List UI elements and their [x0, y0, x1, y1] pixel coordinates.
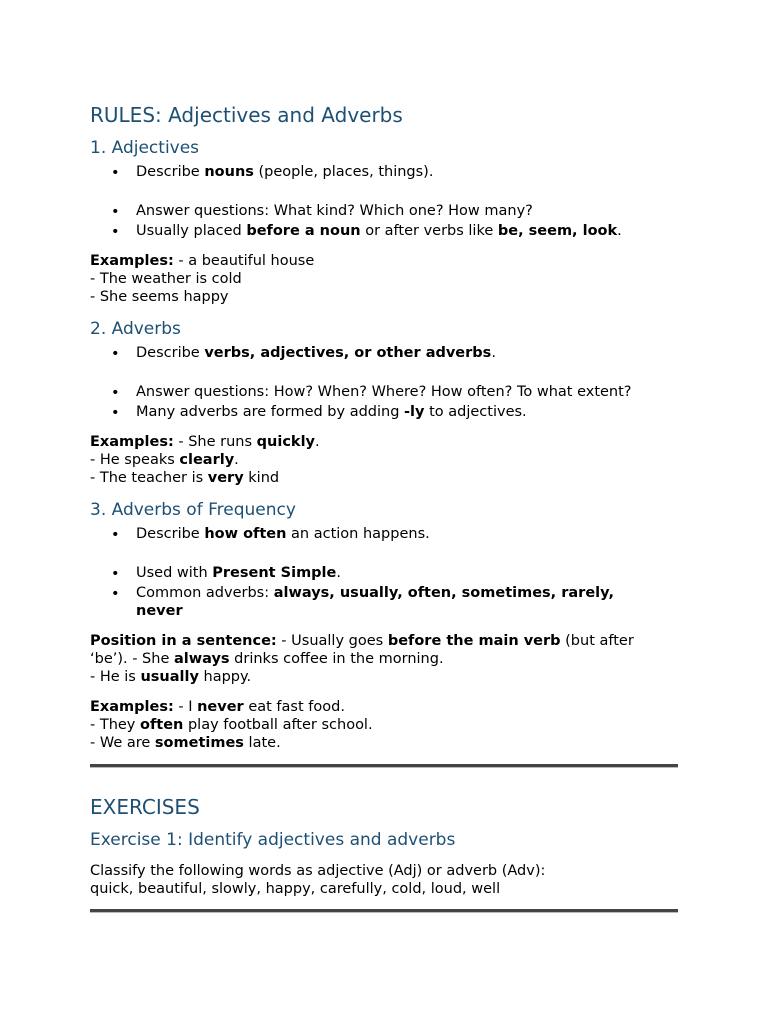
position-line-1 — [90, 633, 690, 649]
text: Describe — [136, 345, 205, 361]
text: - Usually goes — [276, 633, 388, 649]
text: - They — [90, 717, 140, 733]
bullet-glyph: • — [111, 566, 120, 582]
examples-label: Examples: — [90, 434, 174, 450]
frequency-bullet-3 — [136, 585, 614, 601]
text: - a beautiful house — [173, 253, 315, 269]
bold-text: quickly — [256, 434, 315, 450]
rules-title: RULES: Adjectives and Adverbs — [90, 103, 403, 127]
text: - She runs — [173, 434, 257, 450]
text: - He speaks — [90, 452, 180, 468]
adjectives-bullet-1 — [136, 164, 433, 180]
bold-text: -ly — [404, 404, 425, 420]
text: eat fast food. — [243, 699, 345, 715]
bullet-glyph: • — [111, 224, 120, 240]
adjectives-examples-line-2: - The weather is cold — [90, 271, 242, 287]
adjectives-heading: 1. Adjectives — [90, 138, 200, 158]
text: or after verbs like — [360, 223, 498, 239]
bold-text: very — [207, 470, 244, 486]
exercises-title: EXERCISES — [90, 795, 200, 819]
rule-inner-line — [90, 912, 678, 913]
text: Many adverbs are formed by adding — [136, 404, 405, 420]
bold-text: always — [173, 651, 230, 667]
adverbs-bullet-2: Answer questions: How? When? Where? How often? To what extent? — [136, 384, 632, 400]
text: (people, places, things). — [253, 164, 434, 180]
text: . — [315, 434, 320, 450]
text: . — [336, 565, 341, 581]
exercise-1-heading: Exercise 1: Identify adjectives and adverbs — [90, 830, 456, 850]
adjectives-bullet-2: Answer questions: What kind? Which one? How many? — [136, 203, 533, 219]
position-label: Position in a sentence: — [90, 633, 277, 649]
horizontal-rule — [90, 909, 678, 912]
frequency-bullet-3-continued — [136, 603, 183, 619]
adverbs-examples-line-1 — [90, 434, 690, 450]
text: . — [617, 223, 622, 239]
position-line-3 — [90, 669, 690, 685]
horizontal-rule — [90, 764, 678, 767]
bold-text: sometimes — [154, 735, 244, 751]
examples-label: Examples: — [90, 253, 174, 269]
bullet-glyph: • — [111, 527, 120, 543]
bullet-glyph: • — [111, 204, 120, 220]
bold-text: be, seem, look — [497, 223, 618, 239]
adverbs-bullet-1 — [136, 345, 496, 361]
bold-text: Present Simple — [212, 565, 337, 581]
text: kind — [243, 470, 280, 486]
text: happy. — [198, 669, 252, 685]
frequency-examples-line-1 — [90, 699, 690, 715]
text: ‘be’). - She — [90, 651, 174, 667]
frequency-bullet-1 — [136, 526, 430, 542]
frequency-examples-line-2 — [90, 717, 690, 733]
text: to adjectives. — [424, 404, 527, 420]
bullet-glyph: • — [111, 586, 120, 602]
bullet-glyph: • — [111, 346, 120, 362]
bold-text: clearly — [179, 452, 235, 468]
bullet-glyph: • — [111, 405, 120, 421]
text: Describe — [136, 526, 205, 542]
bold-text: nouns — [204, 164, 254, 180]
bold-text: always, usually, often, sometimes, rarely, — [273, 585, 614, 601]
bullet-glyph: • — [111, 385, 120, 401]
bold-text: usually — [140, 669, 199, 685]
exercise-1-instruction: Classify the following words as adjective (Adj) or adverb (Adv): — [90, 863, 546, 879]
exercise-1-word-list: quick, beautiful, slowly, happy, carefully, cold, loud, well — [90, 881, 501, 897]
adjectives-examples-line-1 — [90, 253, 690, 269]
adverbs-bullet-3 — [136, 404, 527, 420]
adverbs-heading: 2. Adverbs — [90, 319, 181, 339]
bold-text: often — [140, 717, 184, 733]
adjectives-bullet-3 — [136, 223, 622, 239]
text: an action happens. — [286, 526, 430, 542]
bold-text: verbs, adjectives, or other adverbs — [204, 345, 492, 361]
position-line-2 — [90, 651, 690, 667]
examples-label: Examples: — [90, 699, 174, 715]
bold-text: never — [136, 603, 183, 619]
bullet-glyph: • — [111, 165, 120, 181]
text: Used with — [136, 565, 213, 581]
frequency-heading: 3. Adverbs of Frequency — [90, 500, 296, 520]
text: Common adverbs: — [136, 585, 274, 601]
bold-text: before a noun — [246, 223, 361, 239]
bold-text: never — [197, 699, 244, 715]
text: drinks coffee in the morning. — [229, 651, 444, 667]
text: late. — [243, 735, 281, 751]
adverbs-examples-line-2 — [90, 452, 690, 468]
text: - We are — [90, 735, 155, 751]
bold-text: how often — [204, 526, 287, 542]
text: - He is — [90, 669, 141, 685]
frequency-examples-line-3 — [90, 735, 690, 751]
text: . — [491, 345, 496, 361]
text: Usually placed — [136, 223, 247, 239]
text: - The teacher is — [90, 470, 208, 486]
rule-inner-line — [90, 767, 678, 768]
text: play football after school. — [183, 717, 373, 733]
adjectives-examples-line-3: - She seems happy — [90, 289, 229, 305]
text: (but after — [560, 633, 634, 649]
text: Describe — [136, 164, 205, 180]
adverbs-examples-line-3 — [90, 470, 690, 486]
frequency-bullet-2 — [136, 565, 341, 581]
text: . — [234, 452, 239, 468]
bold-text: before the main verb — [387, 633, 561, 649]
text: - I — [173, 699, 198, 715]
